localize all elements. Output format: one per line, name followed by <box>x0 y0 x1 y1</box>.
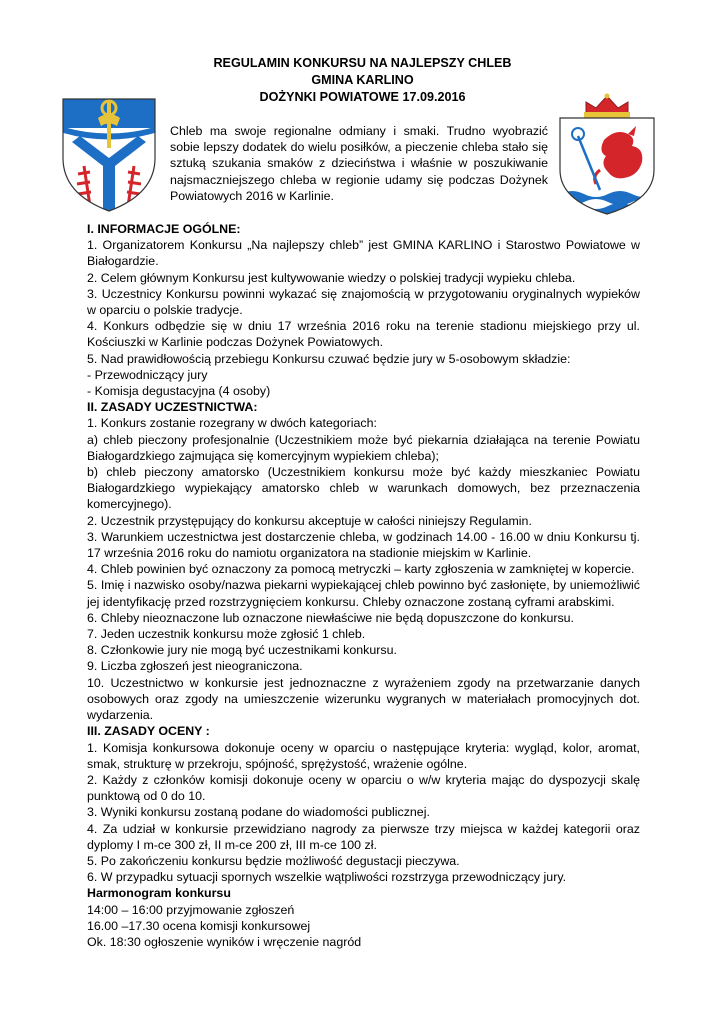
section-3-item: 3. Wyniki konkursu zostaną podane do wiadomości publicznej. <box>87 805 430 820</box>
section-2-item: 9. Liczba zgłoszeń jest nieograniczona. <box>87 659 303 674</box>
section-3-heading: III. ZASADY OCENY : <box>87 724 210 739</box>
section-1-item: 1. Organizatorem Konkursu „Na najlepszy chleb” jest GMINA KARLINO i Starostwo Powiatowe w Białogardzie. <box>87 238 640 269</box>
regulations-body <box>87 221 640 950</box>
schedule-item: Ok. 18:30 ogłoszenie wyników i wręczenie nagród <box>87 934 362 949</box>
schedule-item: 14:00 – 16:00 przyjmowanie zgłoszeń <box>87 902 295 917</box>
schedule-item: 16.00 –17.30 ocena komisji konkursowej <box>87 918 311 933</box>
intro-text: Chleb ma swoje regionalne odmiany i smaki. Trudno wyobrazić sobie lepszy dodatek do wielu posiłków, a pieczenie chleba stało się sztuką szukania smaków z dzieciństwa i właśnie w poszukiwanie najsmaczniejszego chleba w regionie udamy się podczas Dożynek Powiatowych 2016 w Karlinie. <box>170 124 548 203</box>
title-line-2: GMINA KARLINO <box>311 73 414 87</box>
karlino-crest-icon <box>60 96 158 214</box>
section-1-item: 4. Konkurs odbędzie się w dniu 17 września 2016 roku na terenie stadionu miejskiego przy ul. Kościuszki w Karlinie podczas Dożynek Powiatowych. <box>87 319 640 350</box>
bialogard-county-crest-icon <box>556 92 658 216</box>
section-1-heading: I. INFORMACJE OGÓLNE: <box>87 222 241 236</box>
section-3-item: 2. Każdy z członków komisji dokonuje oceny w oparciu o w/w kryteria mając do dyspozycji skalę punktową od 0 do 10. <box>87 772 640 804</box>
section-3-item: 4. Za udział w konkursie przewidziano nagrody za pierwsze trzy miejsca w każdej kategorii oraz dyplomy I m-ce 300 zł, II m-ce 200 zł, III m-ce 100 zł. <box>87 821 640 852</box>
section-2-heading: II. ZASADY UCZESTNICTWA: <box>87 400 258 415</box>
title-line-1: REGULAMIN KONKURSU NA NAJLEPSZY CHLEB <box>213 56 512 70</box>
section-1-item: - Przewodniczący jury <box>87 367 208 382</box>
section-2-item: b) chleb pieczony amatorsko (Uczestnikiem konkursu może być każdy mieszkaniec Powiatu Białogardzkiego wypiekający amatorsko chleb w warunkach domowych, bez przeznaczenia komercyjnego). <box>87 465 640 512</box>
section-1-item: 5. Nad prawidłowością przebiegu Konkursu czuwać będzie jury w 5-osobowym składzie: <box>87 351 571 366</box>
section-2-item: 1. Konkurs zostanie rozegrany w dwóch kategoriach: <box>87 416 377 431</box>
intro-paragraph <box>170 123 548 204</box>
section-1-item: 2. Celem głównym Konkursu jest kultywowanie wiedzy o polskiej tradycji wypieku chleba. <box>87 270 576 285</box>
section-2-item: 10. Uczestnictwo w konkursie jest jednoznaczne z wyrażeniem zgody na przetwarzanie danych osobowych oraz zgody na umieszczenie wizerunku wygranych w materiałach promocyjnych dot. wydarzenia. <box>87 675 640 723</box>
title-line-3: DOŻYNKI POWIATOWE 17.09.2016 <box>259 90 466 104</box>
section-2-item: 8. Członkowie jury nie mogą być uczestnikami konkursu. <box>87 643 397 658</box>
section-2-item: 5. Imię i nazwisko osoby/nazwa piekarni wypiekającej chleb powinno być zasłonięte, by uniemożliwić jej identyfikację przed rozstrzygnięciem konkursu. Chleby oznaczone zostaną cyframi arabskimi. <box>87 578 640 609</box>
section-3-item: 5. Po zakończeniu konkursu będzie możliwość degustacji pieczywa. <box>87 853 460 868</box>
section-2-item: a) chleb pieczony profesjonalnie (Uczestnikiem może być piekarnia działająca na terenie Powiatu Białogardzkiego zajmująca się komercyjnym wypiekiem chleba); <box>87 432 640 463</box>
section-1-item: - Komisja degustacyjna (4 osoby) <box>87 384 271 399</box>
section-3-item: 1. Komisja konkursowa dokonuje oceny w oparciu o następujące kryteria: wygląd, kolor, aromat, smak, strukturę w przekroju, spójność, sprężystość, wrażenie ogólne. <box>87 740 640 771</box>
section-2-item: 7. Jeden uczestnik konkursu może zgłosić 1 chleb. <box>87 627 366 642</box>
section-2-item: 2. Uczestnik przystępujący do konkursu akceptuje w całości niniejszy Regulamin. <box>87 513 532 528</box>
section-2-item: 4. Chleb powinien być oznaczony za pomocą metryczki – karty zgłoszenia w zamkniętej w kopercie. <box>87 562 635 577</box>
section-1-item: 3. Uczestnicy Konkursu powinni wykazać się znajomością w przygotowaniu oryginalnych wypieków w oparciu o polskie tradycje. <box>87 286 640 318</box>
section-2-item: 6. Chleby nieoznaczone lub oznaczone niewłaściwe nie będą dopuszczone do konkursu. <box>87 610 574 625</box>
section-3-item: 6. W przypadku sytuacji spornych wszelkie wątpliwości rozstrzyga przewodniczący jury. <box>87 870 567 885</box>
section-2-item: 3. Warunkiem uczestnictwa jest dostarczenie chleba, w godzinach 14.00 - 16.00 w dniu Konkursu tj. 17 września 2016 roku do namiotu organizatora na stadionie miejskim w Karlinie. <box>87 529 640 561</box>
schedule-heading: Harmonogram konkursu <box>87 886 231 901</box>
